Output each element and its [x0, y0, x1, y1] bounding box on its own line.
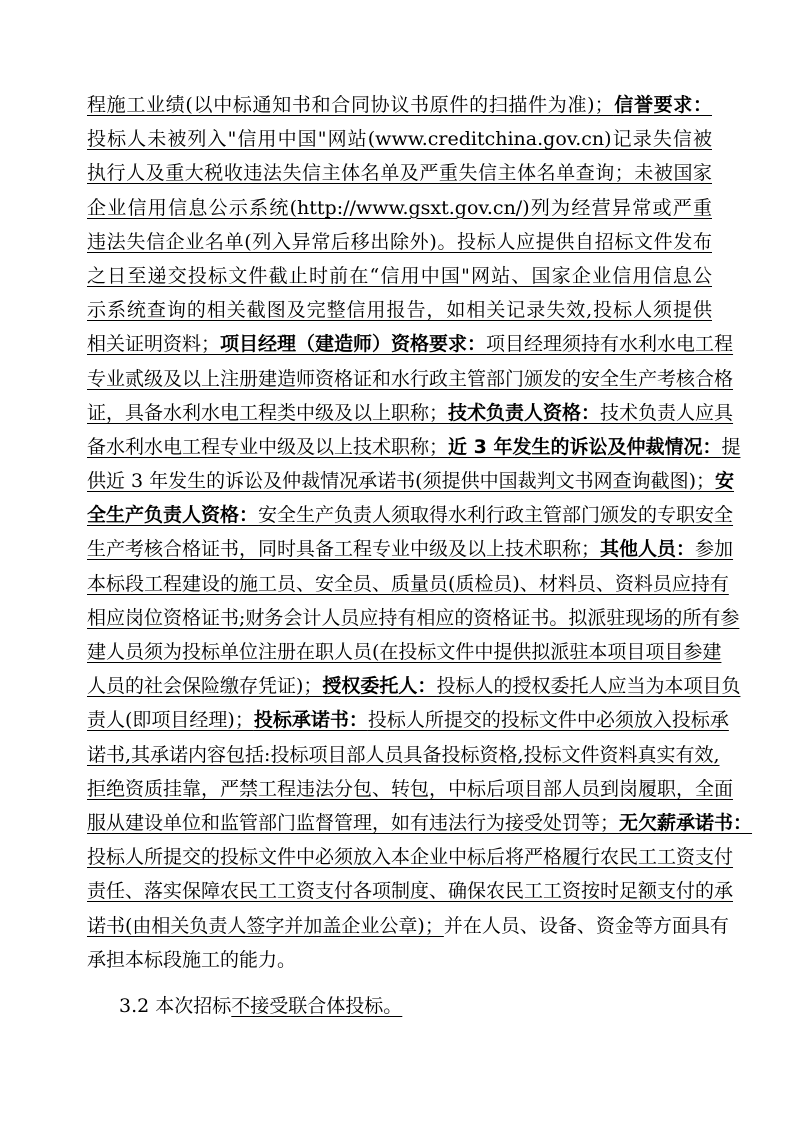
text-line	[87, 806, 753, 840]
text-segment: 服从建设单位和监管部门监督管理，如有违法行为接受处罚等；	[87, 811, 620, 834]
section-prefix: 本次招标	[155, 994, 232, 1017]
bold-heading-segment: 投标承诺书：	[253, 709, 368, 732]
qualification-requirements-text	[87, 88, 753, 977]
text-line	[87, 532, 734, 566]
text-line	[87, 669, 741, 703]
text-line	[87, 635, 722, 669]
bold-heading-segment: 信誉要求：	[613, 94, 712, 116]
text-line	[87, 259, 712, 293]
document-page	[87, 88, 753, 1023]
text-line	[87, 772, 734, 806]
text-segment: 投标人未被列入"信用中国"网站(www.creditchina.gov.cn)记录失信被	[87, 128, 712, 151]
bold-heading-segment: 项目经理（建造师）资格要求：	[220, 333, 487, 356]
text-line	[87, 567, 729, 601]
section-underlined-text: 不接受联合体投标。	[231, 994, 403, 1017]
text-segment: 责任、落实保障农民工工资支付各项制度、确保农民工工资按时足额支付的承	[87, 880, 734, 903]
text-segment: 人员的社会保险缴存凭证)；	[87, 675, 323, 698]
bold-heading-segment: 技术负责人资格：	[448, 401, 601, 424]
text-segment: 投标人的授权委托人应当为本项目负	[436, 675, 741, 698]
text-segment: 企业信用信息公示系统(http://www.gsxt.gov.cn/)列为经营异常或严重	[87, 196, 712, 219]
text-line	[87, 225, 712, 259]
text-line	[87, 430, 741, 464]
text-line	[87, 464, 735, 498]
text-line	[87, 396, 734, 430]
text-line	[87, 703, 729, 737]
text-line	[87, 88, 712, 122]
text-segment: 投标人所提交的投标文件中必须放入投标承	[367, 709, 729, 732]
section-number: 3.2	[119, 994, 150, 1017]
text-line	[87, 909, 729, 943]
text-line	[87, 156, 712, 190]
text-segment: 建人员须为投标单位注册在职人员(在投标文件中提供拟派驻本项目项目参建	[87, 641, 722, 663]
text-segment: 技术负责人应具	[600, 401, 734, 424]
text-segment: 相应岗位资格证书;财务会计人员应持有相应的资格证书。拟派驻现场的所有参	[87, 606, 740, 629]
bold-heading-segment: 全生产负责人资格：	[87, 504, 259, 527]
text-line	[87, 840, 734, 874]
text-line	[87, 191, 712, 225]
text-segment: 违法失信企业名单(列入异常后移出除外)。投标人应提供自招标文件发布	[87, 230, 712, 253]
text-line	[87, 293, 712, 327]
text-segment: 示系统查询的相关截图及完整信用报告，如相关记录失效,投标人须提供	[87, 299, 712, 322]
text-segment: 拒绝资质挂靠，严禁工程违法分包、转包，中标后项目部人员到岗履职，全面	[87, 777, 734, 800]
text-segment: 安全生产负责人须取得水利行政主管部门颁发的专职安全	[258, 504, 734, 527]
bold-heading-segment: 其他人员：	[600, 538, 696, 561]
bold-heading-segment: 近 3 年发生的诉讼及仲裁情况：	[448, 435, 722, 458]
text-line	[87, 362, 734, 396]
text-segment: 并在人员、设备、资金等方面具有	[443, 914, 729, 937]
text-segment: 程施工业绩(以中标通知书和合同协议书原件的扫描件为准)；	[87, 94, 614, 116]
text-line	[87, 874, 734, 908]
text-segment: 诺书,其承诺内容包括:投标项目部人员具备投标资格,投标文件资料真实有效,	[87, 743, 720, 766]
text-segment: 证，具备水利水电工程类中级及以上职称；	[87, 401, 449, 424]
text-segment: 承担本标段施工的能力。	[87, 948, 297, 971]
text-segment: 提	[721, 435, 741, 458]
bold-heading-segment: 授权委托人：	[322, 675, 437, 698]
bold-heading-segment: 安	[715, 470, 735, 493]
section-3-2	[87, 989, 712, 1023]
text-line	[87, 601, 740, 635]
text-segment: 诺书(由相关负责人签字并加盖企业公章)；	[87, 914, 444, 937]
text-segment: 生产考核合格证书，同时具备工程专业中级及以上技术职称；	[87, 538, 601, 561]
text-segment: 投标人所提交的投标文件中必须放入本企业中标后将严格履行农民工工资支付	[87, 846, 734, 869]
text-segment: 之日至递交投标文件截止时前在“信用中国"网站、国家企业信用信息公	[87, 264, 712, 287]
text-segment: 供近 3 年发生的诉讼及仲裁情况承诺书(须提供中国裁判文书网查询截图)；	[87, 470, 715, 493]
text-segment: 执行人及重大税收违法失信主体名单及严重失信主体名单查询；未被国家	[87, 162, 712, 185]
text-line	[87, 943, 712, 977]
text-segment: 专业贰级及以上注册建造师资格证和水行政主管部门颁发的安全生产考核合格	[87, 367, 734, 390]
text-line	[87, 327, 734, 361]
text-segment: 项目经理须持有水利水电工程	[486, 333, 734, 356]
text-line	[87, 122, 712, 156]
text-segment: 备水利水电工程专业中级及以上技术职称；	[87, 435, 449, 458]
text-segment: 本标段工程建设的施工员、安全员、质量员(质检员)、材料员、资料员应持有	[87, 572, 729, 595]
text-line	[87, 738, 720, 772]
text-line	[87, 498, 734, 532]
text-segment: 参加	[695, 538, 734, 561]
text-segment: 责人(即项目经理)；	[87, 709, 254, 732]
text-segment: 相关证明资料；	[87, 333, 221, 356]
bold-heading-segment: 无欠薪承诺书：	[619, 811, 753, 834]
